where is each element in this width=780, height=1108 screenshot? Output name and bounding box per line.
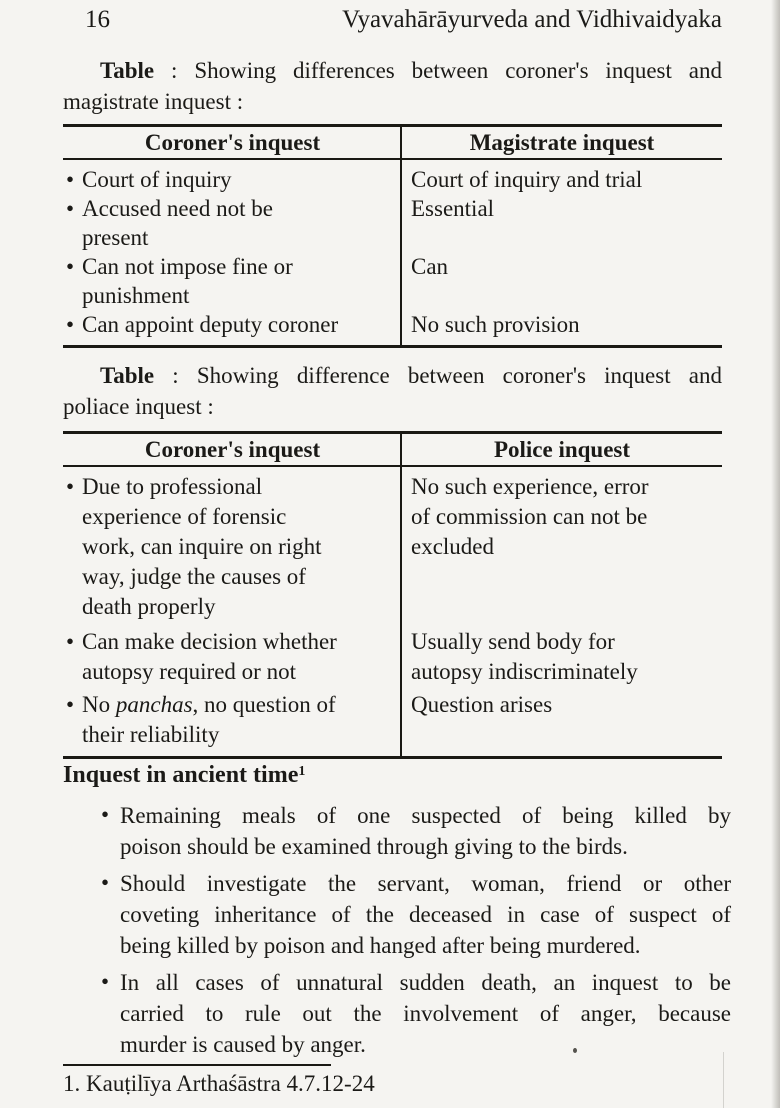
cell-text: Can appoint deputy coroner <box>82 312 339 337</box>
column-header-left: Coroner's inquest <box>144 436 321 462</box>
table1-caption <box>63 55 722 117</box>
table-row <box>63 627 722 687</box>
heading-text: Inquest in ancient time <box>63 762 299 788</box>
caption-line: poliace inquest : <box>63 394 214 419</box>
cell-line: punishment <box>82 283 190 308</box>
cell-line: work, can inquire on right <box>82 534 322 559</box>
cell-text: Court of inquiry <box>82 167 232 192</box>
footnote-text: 1. Kauṭilīya Arthaśāstra 4.7.12-24 <box>63 1071 375 1096</box>
bullet-line: being killed by poison and hanged after being murdered. <box>120 933 641 958</box>
table-row <box>63 310 722 339</box>
cell-line: excluded <box>411 534 495 559</box>
cell-left <box>63 472 402 622</box>
cell-line: death properly <box>82 594 216 619</box>
column-header-left: Coroner's inquest <box>144 129 321 155</box>
cell-right <box>402 194 722 252</box>
cell-line <box>66 165 390 194</box>
cell-line <box>66 627 390 657</box>
column-header-right: Magistrate inquest <box>469 129 655 155</box>
comparison-table-magistrate <box>63 124 722 348</box>
bullet-icon: • <box>101 969 110 994</box>
page-number: 16 <box>85 6 110 33</box>
cell-line: autopsy indiscriminately <box>411 659 638 684</box>
table-row <box>63 194 722 252</box>
cell-line <box>66 690 390 720</box>
running-title: Vyavahārāyurveda and Vidhivaidyaka <box>342 6 722 33</box>
table-header-row <box>63 434 722 467</box>
cell-line: experience of forensic <box>82 504 287 529</box>
cell-line: way, judge the causes of <box>82 564 306 589</box>
cell-text-pre: No <box>82 692 116 717</box>
cell-right <box>402 690 722 750</box>
cell-line <box>66 472 390 502</box>
page-header <box>63 6 722 38</box>
cell-line: Usually send body for <box>411 629 615 654</box>
cell-right <box>402 252 722 310</box>
cell-right <box>402 472 722 622</box>
cell-line <box>66 194 390 223</box>
scan-crease <box>723 1052 724 1108</box>
cell-text: Can make decision whether <box>82 629 337 654</box>
bullet-icon: • <box>66 312 75 337</box>
cell-right <box>402 310 722 339</box>
cell-line: Can <box>411 254 449 279</box>
table-row <box>63 165 722 194</box>
caption-lead: Table <box>100 363 155 388</box>
bullet-icon: • <box>101 870 110 895</box>
cell-line: present <box>82 225 149 250</box>
cell-left <box>63 252 402 310</box>
cell-left <box>63 310 402 339</box>
bullet-line: coveting inheritance of the deceased in case of suspect of <box>120 902 731 927</box>
cell-line <box>66 252 390 281</box>
cell-right <box>402 627 722 687</box>
cell-line: of commission can not be <box>411 504 648 529</box>
table-row <box>63 252 722 310</box>
cell-text: Accused need not be <box>82 196 273 221</box>
cell-left <box>63 690 402 750</box>
column-divider <box>400 127 402 345</box>
bullet-line: Remaining meals of one suspected of being killed by <box>120 803 731 828</box>
caption-line <box>63 360 722 391</box>
section-heading <box>63 762 305 789</box>
cell-line <box>66 310 390 339</box>
table-row <box>63 472 722 622</box>
footnote-reference: 1 <box>298 764 306 779</box>
caption-line: magistrate inquest : <box>63 89 244 114</box>
cell-line: their reliability <box>82 722 220 747</box>
caption-text: : Showing differences between coroner's inquest and <box>154 58 722 83</box>
bullet-line: Should investigate the servant, woman, friend or other <box>120 871 731 896</box>
bullet-icon: • <box>66 692 75 717</box>
cell-left <box>63 627 402 687</box>
bullet-icon: • <box>66 196 75 221</box>
scan-edge <box>771 0 780 1108</box>
cell-left <box>63 165 402 194</box>
caption-lead: Table <box>100 58 155 83</box>
caption-line <box>63 55 722 86</box>
cell-line: Essential <box>411 196 495 221</box>
cell-line: autopsy required or not <box>82 659 296 684</box>
footnote-rule <box>63 1064 331 1066</box>
cell-right <box>402 165 722 194</box>
cell-line: Question arises <box>411 692 553 717</box>
column-header-right: Police inquest <box>493 436 631 462</box>
cell-text: Can not impose fine or <box>82 254 293 279</box>
table-body <box>63 467 722 756</box>
cell-line: No such provision <box>411 312 580 337</box>
bullet-item <box>63 800 731 862</box>
table-body <box>63 160 722 345</box>
cell-line: No such experience, error <box>411 474 649 499</box>
cell-left <box>63 194 402 252</box>
cell-text-italic: panchas <box>115 692 193 717</box>
cell-text: Due to professional <box>82 474 263 499</box>
bullet-item <box>63 967 731 1060</box>
table-header-row <box>63 127 722 160</box>
column-divider <box>400 434 402 756</box>
table-row <box>63 690 722 750</box>
bullet-item <box>63 868 731 961</box>
cell-text <box>82 692 336 717</box>
bullet-list <box>63 800 731 1066</box>
bullet-line: In all cases of unnatural sudden death, an inquest to be <box>120 970 731 995</box>
table2-caption <box>63 360 722 422</box>
bullet-line: poison should be examined through giving to the birds. <box>120 834 628 859</box>
bullet-icon: • <box>66 629 75 654</box>
comparison-table-police <box>63 431 722 759</box>
bullet-line: murder is caused by anger. <box>120 1032 366 1057</box>
bullet-icon: • <box>66 167 75 192</box>
cell-text-post: , no question of <box>192 692 336 717</box>
bullet-line: carried to rule out the involvement of anger, because <box>120 1001 731 1026</box>
bullet-icon: • <box>66 254 75 279</box>
bullet-icon: • <box>101 802 110 827</box>
caption-text: : Showing difference between coroner's inquest and <box>154 363 722 388</box>
ink-speck <box>573 1048 577 1053</box>
bullet-icon: • <box>66 474 75 499</box>
cell-line: Court of inquiry and trial <box>411 167 643 192</box>
